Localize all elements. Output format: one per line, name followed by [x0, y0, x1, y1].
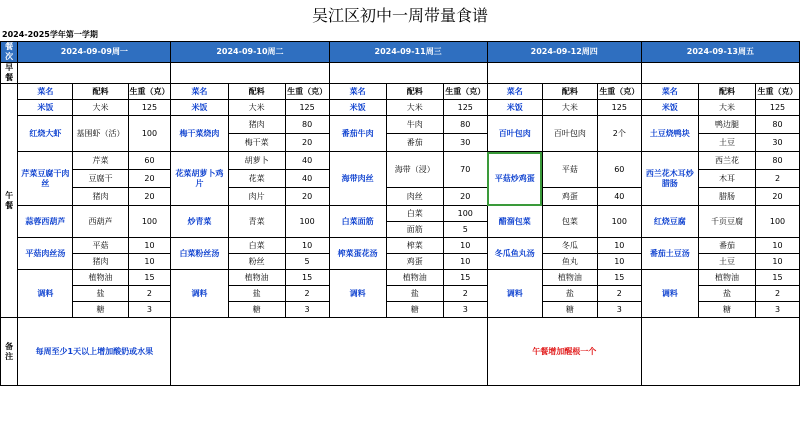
remark-left[interactable]: 每周至少1天以上增加酸奶或水果: [18, 318, 171, 386]
table-row: [1, 238, 800, 254]
weight-cell[interactable]: 100: [756, 206, 800, 238]
ingredient-cell[interactable]: 百叶包肉: [542, 116, 597, 152]
weight-cell[interactable]: 100: [285, 206, 329, 238]
ingredient-cell[interactable]: 盐: [386, 286, 443, 302]
ingredient-cell[interactable]: 冬瓜: [542, 238, 597, 254]
dish-name-cell[interactable]: 番茄土豆汤: [641, 238, 698, 270]
table-row: [1, 100, 800, 116]
ingredient-cell[interactable]: 盐: [698, 286, 755, 302]
weight-cell[interactable]: 20: [285, 134, 329, 152]
weight-cell[interactable]: 2: [756, 170, 800, 188]
ingredient-cell[interactable]: 基围虾（活）: [73, 116, 128, 152]
ingredient-cell[interactable]: 粉丝: [228, 254, 285, 270]
dish-name-cell[interactable]: 调料: [171, 270, 228, 318]
dish-name-header[interactable]: 菜名: [329, 84, 386, 100]
dish-name-cell[interactable]: 调料: [329, 270, 386, 318]
ingredient-cell[interactable]: 鱼丸: [542, 254, 597, 270]
dish-name-cell[interactable]: 米饭: [641, 100, 698, 116]
page-title: 吴江区初中一周带量食谱: [311, 6, 488, 25]
ingredient-header[interactable]: 配料: [698, 84, 755, 100]
lunch-label[interactable]: 午餐: [1, 84, 18, 318]
dish-name-cell[interactable]: 海带肉丝: [329, 152, 386, 206]
weight-cell[interactable]: 2: [128, 286, 171, 302]
ingredient-cell[interactable]: 西兰花: [698, 152, 755, 170]
weight-cell[interactable]: 15: [285, 270, 329, 286]
weight-cell[interactable]: 80: [285, 116, 329, 134]
weight-cell[interactable]: 10: [128, 238, 171, 254]
dish-name-cell[interactable]: 平菇炒鸡蛋: [487, 152, 542, 206]
weight-cell[interactable]: 125: [756, 100, 800, 116]
ingredient-cell[interactable]: 豆腐干: [73, 170, 128, 188]
weight-cell[interactable]: 10: [597, 238, 641, 254]
weight-cell[interactable]: 40: [285, 170, 329, 188]
weight-cell[interactable]: 20: [443, 188, 487, 206]
remark-empty[interactable]: [171, 318, 487, 386]
ingredient-cell[interactable]: 大米: [228, 100, 285, 116]
ingredient-cell[interactable]: 鸭边腿: [698, 116, 755, 134]
ingredient-cell[interactable]: 糖: [698, 302, 755, 318]
table-row: [1, 152, 800, 170]
ingredient-cell[interactable]: 猪肉: [228, 116, 285, 134]
semester-label: 2024-2025学年第一学期: [2, 30, 98, 39]
dish-name-cell[interactable]: 番茄牛肉: [329, 116, 386, 152]
dish-name-cell[interactable]: 土豆烧鸭块: [641, 116, 698, 152]
ingredient-cell[interactable]: 千页豆腐: [698, 206, 755, 238]
weight-cell[interactable]: 80: [756, 152, 800, 170]
weight-cell[interactable]: 30: [756, 134, 800, 152]
breakfast-cell[interactable]: [487, 63, 641, 84]
weight-cell[interactable]: 15: [128, 270, 171, 286]
weight-cell[interactable]: 10: [756, 238, 800, 254]
breakfast-cell[interactable]: [18, 63, 171, 84]
breakfast-cell[interactable]: [641, 63, 799, 84]
weight-cell[interactable]: 10: [443, 238, 487, 254]
weight-cell[interactable]: 3: [597, 302, 641, 318]
ingredient-cell[interactable]: 芹菜: [73, 152, 128, 170]
weight-cell[interactable]: 10: [597, 254, 641, 270]
ingredient-cell[interactable]: 面筋: [386, 222, 443, 238]
dish-name-cell[interactable]: 红烧大虾: [18, 116, 73, 152]
ingredient-cell[interactable]: 鸡蛋: [542, 188, 597, 206]
ingredient-cell[interactable]: 植物油: [698, 270, 755, 286]
weight-cell[interactable]: 2: [597, 286, 641, 302]
ingredient-cell[interactable]: 胡萝卜: [228, 152, 285, 170]
ingredient-header[interactable]: 配料: [228, 84, 285, 100]
weight-cell[interactable]: 70: [443, 152, 487, 188]
weight-cell[interactable]: 40: [597, 188, 641, 206]
ingredient-cell[interactable]: 土豆: [698, 254, 755, 270]
ingredient-cell[interactable]: 植物油: [386, 270, 443, 286]
ingredient-cell[interactable]: 番茄: [698, 238, 755, 254]
menu-table: [0, 41, 800, 386]
meal-column-header[interactable]: 餐次: [1, 42, 18, 63]
ingredient-cell[interactable]: 猪肉: [73, 188, 128, 206]
breakfast-cell[interactable]: [171, 63, 329, 84]
ingredient-cell[interactable]: 白菜: [228, 238, 285, 254]
ingredient-header[interactable]: 配料: [386, 84, 443, 100]
ingredient-cell[interactable]: 肉丝: [386, 188, 443, 206]
ingredient-cell[interactable]: 盐: [228, 286, 285, 302]
ingredient-cell[interactable]: 青菜: [228, 206, 285, 238]
ingredient-cell[interactable]: 糖: [73, 302, 128, 318]
weight-cell[interactable]: 15: [443, 270, 487, 286]
breakfast-cell[interactable]: [329, 63, 487, 84]
day-header[interactable]: 2024-09-13周五: [641, 42, 799, 63]
ingredient-cell[interactable]: 糖: [228, 302, 285, 318]
weight-header[interactable]: 生重（克）: [597, 84, 641, 100]
dish-name-cell[interactable]: 米饭: [18, 100, 73, 116]
day-header[interactable]: 2024-09-10周二: [171, 42, 329, 63]
day-header[interactable]: 2024-09-12周四: [487, 42, 641, 63]
weight-cell[interactable]: 20: [128, 188, 171, 206]
weight-cell[interactable]: 3: [128, 302, 171, 318]
ingredient-cell[interactable]: 西葫芦: [73, 206, 128, 238]
ingredient-cell[interactable]: 包菜: [542, 206, 597, 238]
ingredient-cell[interactable]: 大米: [542, 100, 597, 116]
weight-header[interactable]: 生重（克）: [443, 84, 487, 100]
weight-cell[interactable]: 3: [443, 302, 487, 318]
table-row: [1, 116, 800, 134]
ingredient-cell[interactable]: 梅干菜: [228, 134, 285, 152]
weight-cell[interactable]: 80: [443, 116, 487, 134]
dish-name-cell[interactable]: 炒青菜: [171, 206, 228, 238]
ingredient-cell[interactable]: 平菇: [542, 152, 597, 188]
weight-cell[interactable]: 10: [756, 254, 800, 270]
weight-cell[interactable]: 10: [285, 238, 329, 254]
dish-name-cell[interactable]: 西兰花木耳炒腊肠: [641, 152, 698, 206]
ingredient-cell[interactable]: 大米: [698, 100, 755, 116]
weight-cell[interactable]: 80: [756, 116, 800, 134]
weight-cell[interactable]: 2: [443, 286, 487, 302]
remark-empty[interactable]: [641, 318, 799, 386]
ingredient-cell[interactable]: 植物油: [542, 270, 597, 286]
ingredient-cell[interactable]: 白菜: [386, 206, 443, 222]
remark-right[interactable]: 午餐增加醒根一个: [487, 318, 641, 386]
dish-name-cell[interactable]: 调料: [18, 270, 73, 318]
dish-name-cell[interactable]: 红烧豆腐: [641, 206, 698, 238]
dish-name-header[interactable]: 菜名: [171, 84, 228, 100]
table-row: [1, 206, 800, 222]
dish-name-cell[interactable]: 百叶包肉: [487, 116, 542, 152]
weight-cell[interactable]: 20: [128, 170, 171, 188]
weight-cell[interactable]: 100: [128, 206, 171, 238]
dish-name-cell[interactable]: 冬瓜鱼丸汤: [487, 238, 542, 270]
ingredient-cell[interactable]: 木耳: [698, 170, 755, 188]
table-row: [1, 318, 800, 386]
weight-cell[interactable]: 125: [443, 100, 487, 116]
ingredient-cell[interactable]: 糖: [542, 302, 597, 318]
ingredient-cell[interactable]: 大米: [386, 100, 443, 116]
dish-name-cell[interactable]: 米饭: [171, 100, 228, 116]
weight-cell[interactable]: 2个: [597, 116, 641, 152]
table-row: [1, 63, 800, 84]
dish-name-header[interactable]: 菜名: [641, 84, 698, 100]
dish-name-cell[interactable]: 醋溜包菜: [487, 206, 542, 238]
dish-name-cell[interactable]: 米饭: [329, 100, 386, 116]
table-row: [1, 270, 800, 286]
ingredient-header[interactable]: 配料: [542, 84, 597, 100]
weight-cell[interactable]: 100: [128, 116, 171, 152]
weight-cell[interactable]: 10: [128, 254, 171, 270]
weight-cell[interactable]: 60: [597, 152, 641, 188]
dish-name-cell[interactable]: 平菇肉丝汤: [18, 238, 73, 270]
weight-cell[interactable]: 10: [443, 254, 487, 270]
weight-cell[interactable]: 2: [285, 286, 329, 302]
ingredient-cell[interactable]: 盐: [542, 286, 597, 302]
dish-name-cell[interactable]: 花菜胡萝卜鸡片: [171, 152, 228, 206]
weight-cell[interactable]: 20: [285, 188, 329, 206]
dish-name-header[interactable]: 菜名: [487, 84, 542, 100]
weight-cell[interactable]: 2: [756, 286, 800, 302]
ingredient-cell[interactable]: 番茄: [386, 134, 443, 152]
ingredient-cell[interactable]: 盐: [73, 286, 128, 302]
day-header[interactable]: 2024-09-09周一: [18, 42, 171, 63]
breakfast-label[interactable]: 早餐: [1, 63, 18, 84]
ingredient-cell[interactable]: 植物油: [73, 270, 128, 286]
dish-name-cell[interactable]: 榨菜蛋花汤: [329, 238, 386, 270]
weight-cell[interactable]: 125: [128, 100, 171, 116]
weight-cell[interactable]: 3: [756, 302, 800, 318]
weight-cell[interactable]: 3: [285, 302, 329, 318]
ingredient-cell[interactable]: 榨菜: [386, 238, 443, 254]
ingredient-cell[interactable]: 糖: [386, 302, 443, 318]
weight-cell[interactable]: 15: [597, 270, 641, 286]
weight-cell[interactable]: 5: [443, 222, 487, 238]
weight-cell[interactable]: 5: [285, 254, 329, 270]
remarks-label[interactable]: 备注: [1, 318, 18, 386]
ingredient-cell[interactable]: 植物油: [228, 270, 285, 286]
weight-cell[interactable]: 100: [597, 206, 641, 238]
weight-cell[interactable]: 100: [443, 206, 487, 222]
table-row: [1, 42, 800, 63]
weight-header[interactable]: 生重（克）: [285, 84, 329, 100]
ingredient-cell[interactable]: 肉片: [228, 188, 285, 206]
dish-name-cell[interactable]: 梅干菜烧肉: [171, 116, 228, 152]
day-header[interactable]: 2024-09-11周三: [329, 42, 487, 63]
ingredient-cell[interactable]: 海带（浸）: [386, 152, 443, 188]
ingredient-cell[interactable]: 大米: [73, 100, 128, 116]
ingredient-cell[interactable]: 土豆: [698, 134, 755, 152]
weight-cell[interactable]: 30: [443, 134, 487, 152]
ingredient-header[interactable]: 配料: [73, 84, 128, 100]
table-row: [1, 84, 800, 100]
ingredient-cell[interactable]: 花菜: [228, 170, 285, 188]
dish-name-cell[interactable]: 调料: [641, 270, 698, 318]
dish-name-cell[interactable]: 米饭: [487, 100, 542, 116]
ingredient-cell[interactable]: 猪肉: [73, 254, 128, 270]
dish-name-cell[interactable]: 蒜蓉西葫芦: [18, 206, 73, 238]
ingredient-cell[interactable]: 牛肉: [386, 116, 443, 134]
weight-cell[interactable]: 125: [285, 100, 329, 116]
weight-header[interactable]: 生重（克）: [756, 84, 800, 100]
weight-cell[interactable]: 40: [285, 152, 329, 170]
dish-name-cell[interactable]: 芹菜豆腐干肉丝: [18, 152, 73, 206]
ingredient-cell[interactable]: 腊肠: [698, 188, 755, 206]
dish-name-cell[interactable]: 白菜粉丝汤: [171, 238, 228, 270]
weight-cell[interactable]: 125: [597, 100, 641, 116]
dish-name-cell[interactable]: 调料: [487, 270, 542, 318]
dish-name-header[interactable]: 菜名: [18, 84, 73, 100]
ingredient-cell[interactable]: 鸡蛋: [386, 254, 443, 270]
weight-header[interactable]: 生重（克）: [128, 84, 171, 100]
weight-cell[interactable]: 20: [756, 188, 800, 206]
dish-name-cell[interactable]: 白菜面筋: [329, 206, 386, 238]
weight-cell[interactable]: 60: [128, 152, 171, 170]
weight-cell[interactable]: 15: [756, 270, 800, 286]
ingredient-cell[interactable]: 平菇: [73, 238, 128, 254]
